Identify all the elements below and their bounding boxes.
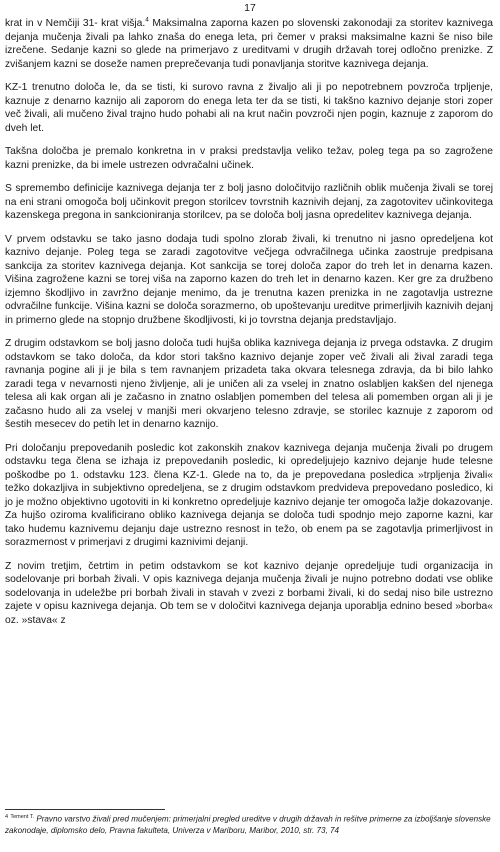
footnote bbox=[5, 812, 495, 837]
paragraph-1-rest: Maksimalna zaporna kazen po slovenski zakonodaji za storitev kaznivega dejanja mučenja živali pa lahko znaša do enega leta, pri čemer v praksi maksimalne kazni še niso bile izrečene. Sedanje kazni so glede na primerjavo z ureditvami v drugih državah torej odločno prenizke. Z zvišanjem kazni se doseže namen preprečevanja tudi ponavljanja storitve kaznivega dejanja. bbox=[5, 18, 493, 70]
footnote-marker: 4 bbox=[5, 814, 9, 820]
paragraph-7: Pri določanju prepovedanih posledic kot zakonskih znakov kaznivega dejanja mučenja živali po drugem odstavku tega člena se izhaja iz prepovedanih posledic, ki opredeljujejo kaznivo dejanje hude telesne poškodbe po 1. odstavku 123. člena KZ-1. Glede na to, da je prepovedana posledica »trpljenja živali« težko dokazljiva in subjektivno opredeljena, se z drugim odstavkom predvideva prepovedano posledico, ki jo je možno objektivno ugotoviti in ki konkretno opredeljuje kaznivo dejanje ter omogoča lažje dokazovanje. Za hujšo oziroma kvalificirano obliko kaznivega dejanja se določa tudi spodnjo mejo zaporne kazni, kar tako hudemu kaznivemu dejanju daje ustrezno resnost in težo, ob enem pa se zagotavlja primerljivost in sorazmernost v primerjavi z drugimi kaznivimi dejanji. bbox=[5, 442, 493, 548]
paragraph-3: Takšna določba je premalo konkretna in v praksi predstavlja veliko težav, poleg tega pa so zagrožene kazni prenizke, da bi imele ustrezen odvračalni učinek. bbox=[5, 146, 493, 171]
paragraph-2: KZ-1 trenutno določa le, da se tisti, ki surovo ravna z živaljo ali ji po nepotrebnem povzroča trpljenje, kaznuje z denarno kaznijo ali zaporom do enega leta ter da se tisti, ki takšno kaznivo dejanje stori zoper več živali, ali mučeno žival trajno hudo pohabi ali na krut način povzroči njen pogin, kaznuje z zaporom do dveh let. bbox=[5, 82, 493, 134]
footnote-reference[interactable]: 4 bbox=[145, 16, 149, 24]
paragraph-5: V prvem odstavku se tako jasno dodaja tudi spolno zlorab živali, ki trenutno ni jasno opredeljena kot kaznivo dejanje. Poleg tega se zaradi zagotovitve večjega odvračilnega učinka zaostruje predpisana sankcija za storitev kaznivega dejanja. Kot sankcija se torej določa zapor do treh let in denarna kazen. Višina zagrožene kazni se torej viša na zaporno kazen do treh let in denarno kazen. Ker gre za družbeno izjemno škodljivo in zavržno dejanje menimo, da je trenutna kazen prenizka in ne zagotavlja ustrezne odvračilne funkcije. Višina kazni se določa sorazmerno, ob upoštevanju ureditve primerljivih kaznivih dejanj in primerno glede na stopnjo družbene škodljivosti, ki jo tovrstna dejanja predstavljajo. bbox=[5, 233, 493, 326]
paragraph-4: S spremembo definicije kaznivega dejanja ter z bolj jasno določitvijo različnih oblik mučenja živali se torej na eni strani omogoča bolj učinkovit pregon storilcev tovrstnih kaznivih dejanj, za zagotovitev učinkovitega kazenskega pregona in sankcioniranja storilcev, pa se določa bolj jasna opredelitev kaznivega dejanja. bbox=[5, 183, 493, 221]
paragraph-1-lead: krat in v Nemčiji 31- krat višja. bbox=[5, 18, 146, 29]
paragraph-6: Z drugim odstavkom se bolj jasno določa tudi hujša oblika kaznivega dejanja iz prvega odstavka. Z drugim odstavkom se tako določa, da kdor stori takšno kaznivo dejanje zoper več živali ali žival zaradi tega ravnanja pogine ali ji je bila s tem ravnanjem prizadeta taka okvara telesnega zdravja, da bi bilo lahko zaradi tega v nevarnosti njeno življenje, ali je uničen ali za vselej in znatno oslabljen kakšen del njenega telesa ali kak organ ali je začasno in znatno oslabljen pomemben del telesa ali pomemben organ ali ji je začasno hudo ali za vselej v manjši meri okvarjeno telesno zdravje, se storilec kaznuje z zaporom od šestih mesecev do petih let in denarno kaznijo. bbox=[5, 338, 493, 430]
paragraph-8: Z novim tretjim, četrtim in petim odstavkom se kot kaznivo dejanje opredeljuje tudi organizacija in sodelovanje pri borbah živali. V opis kaznivega dejanja mučenja živali je nujno potrebno dodati vse oblike sodelovanja in udeležbe pri borbah živali in stavah v zvezi z borbami živali, ki do sedaj niso bile ustrezno zajete v opisu kaznivega dejanja. Ob tem se v določitvi kaznivega dejanja uporablja ednino besed »borba« oz. »stava« z bbox=[5, 560, 493, 626]
footnote-text: Pravno varstvo živali pred mučenjem: primerjalni pregled ureditve v drugih državah in rešitve primerne za izboljšanje slovenske zakonodaje, diplomsko delo, Pravna fakulteta, Univerza v Mariboru, Maribor, 2010, str. 73, 74 bbox=[5, 814, 491, 836]
body-text bbox=[5, 17, 493, 637]
footnote-author: Tement T. bbox=[10, 814, 35, 820]
footnote-divider bbox=[5, 809, 165, 810]
paragraph-1 bbox=[5, 17, 493, 71]
page-number: 17 bbox=[244, 2, 256, 14]
